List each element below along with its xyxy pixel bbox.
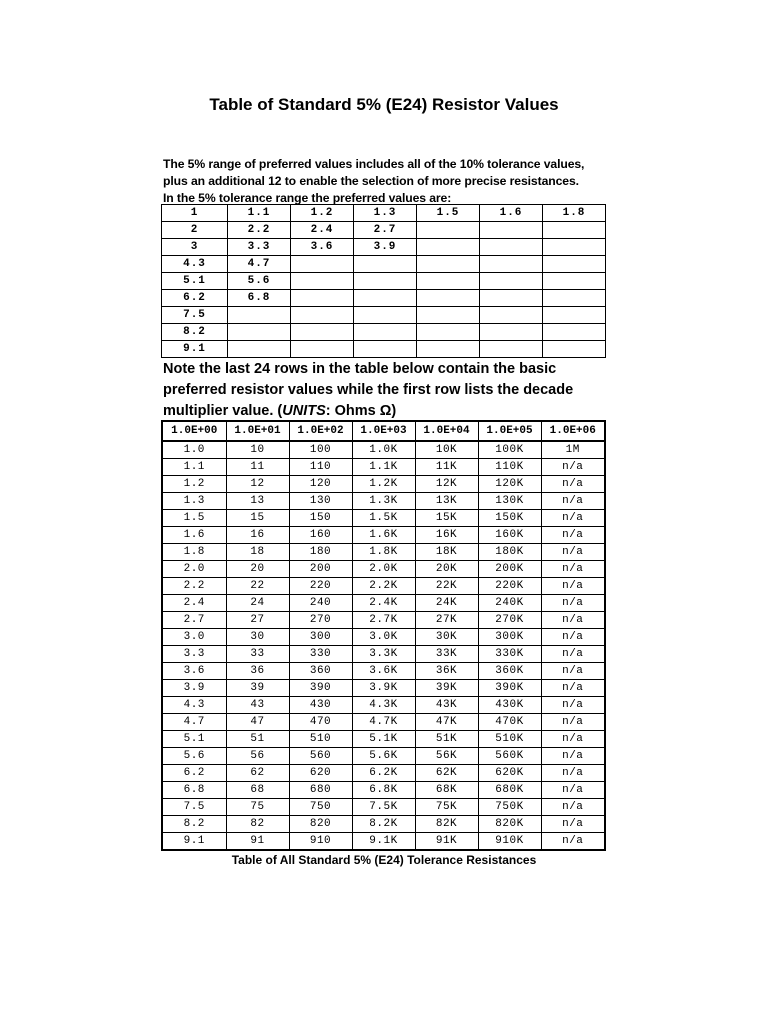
preferred-cell bbox=[543, 256, 606, 273]
table-cell: 1M bbox=[541, 441, 605, 459]
preferred-cell: 2.2 bbox=[228, 222, 291, 239]
table-row bbox=[162, 544, 605, 561]
column-header: 1.0E+05 bbox=[478, 421, 541, 441]
units-label: UNITS bbox=[282, 403, 326, 419]
table-row bbox=[162, 595, 605, 612]
table-cell: 91 bbox=[226, 833, 289, 851]
table-row bbox=[162, 459, 605, 476]
table-row bbox=[162, 612, 605, 629]
preferred-cell: 6.8 bbox=[228, 290, 291, 307]
table-row bbox=[162, 646, 605, 663]
table-cell: 16 bbox=[226, 527, 289, 544]
preferred-cell bbox=[291, 341, 354, 358]
preferred-cell bbox=[291, 324, 354, 341]
table-cell: 560K bbox=[478, 748, 541, 765]
column-header: 1.0E+06 bbox=[541, 421, 605, 441]
preferred-cell: 4.3 bbox=[162, 256, 228, 273]
table-cell: 6.2K bbox=[352, 765, 415, 782]
table-cell: 56 bbox=[226, 748, 289, 765]
table-cell: n/a bbox=[541, 714, 605, 731]
table-cell: 13K bbox=[415, 493, 478, 510]
table-cell: n/a bbox=[541, 595, 605, 612]
preferred-cell bbox=[417, 307, 480, 324]
note-line: preferred resistor values while the first row lists the decade bbox=[163, 382, 574, 398]
table-cell: 470 bbox=[289, 714, 352, 731]
table-cell: 30 bbox=[226, 629, 289, 646]
preferred-cell bbox=[480, 273, 543, 290]
table-cell: n/a bbox=[541, 799, 605, 816]
table-cell: 120 bbox=[289, 476, 352, 493]
table-cell: 30K bbox=[415, 629, 478, 646]
table-cell: 240K bbox=[478, 595, 541, 612]
table-row bbox=[162, 441, 605, 459]
preferred-row bbox=[162, 324, 606, 341]
table-cell: 680K bbox=[478, 782, 541, 799]
preferred-cell: 3 bbox=[162, 239, 228, 256]
table-cell: 3.9 bbox=[162, 680, 226, 697]
table-cell: n/a bbox=[541, 476, 605, 493]
table-row bbox=[162, 493, 605, 510]
preferred-cell: 3.9 bbox=[354, 239, 417, 256]
preferred-row bbox=[162, 290, 606, 307]
table-cell: 10 bbox=[226, 441, 289, 459]
table-cell: 6.8 bbox=[162, 782, 226, 799]
preferred-cell: 2.4 bbox=[291, 222, 354, 239]
table-cell: 160K bbox=[478, 527, 541, 544]
table-cell: 4.7K bbox=[352, 714, 415, 731]
table-cell: 7.5K bbox=[352, 799, 415, 816]
preferred-cell bbox=[543, 273, 606, 290]
preferred-cell bbox=[291, 290, 354, 307]
preferred-cell: 1.2 bbox=[291, 205, 354, 222]
table-cell: 51 bbox=[226, 731, 289, 748]
preferred-cell bbox=[228, 307, 291, 324]
table-row bbox=[162, 765, 605, 782]
table-cell: 100 bbox=[289, 441, 352, 459]
table-cell: n/a bbox=[541, 680, 605, 697]
preferred-cell bbox=[480, 307, 543, 324]
table-cell: n/a bbox=[541, 731, 605, 748]
table-cell: 6.2 bbox=[162, 765, 226, 782]
table-cell: 5.1K bbox=[352, 731, 415, 748]
table-cell: 1.1K bbox=[352, 459, 415, 476]
preferred-cell bbox=[480, 290, 543, 307]
table-cell: 3.6K bbox=[352, 663, 415, 680]
preferred-cell: 8.2 bbox=[162, 324, 228, 341]
table-cell: 1.0K bbox=[352, 441, 415, 459]
table-cell: 100K bbox=[478, 441, 541, 459]
column-header: 1.0E+03 bbox=[352, 421, 415, 441]
table-cell: n/a bbox=[541, 748, 605, 765]
intro-line: The 5% range of preferred values includes all of the 10% tolerance values, bbox=[163, 157, 585, 171]
preferred-row bbox=[162, 256, 606, 273]
table-cell: 8.2K bbox=[352, 816, 415, 833]
table-cell: 1.0 bbox=[162, 441, 226, 459]
preferred-cell: 5.1 bbox=[162, 273, 228, 290]
table-cell: 1.5K bbox=[352, 510, 415, 527]
preferred-cell bbox=[480, 256, 543, 273]
preferred-cell bbox=[354, 324, 417, 341]
table-cell: 2.2K bbox=[352, 578, 415, 595]
table-cell: n/a bbox=[541, 833, 605, 851]
table-cell: 6.8K bbox=[352, 782, 415, 799]
preferred-row bbox=[162, 205, 606, 222]
preferred-cell bbox=[543, 307, 606, 324]
table-cell: 24K bbox=[415, 595, 478, 612]
preferred-cell bbox=[354, 341, 417, 358]
preferred-cell bbox=[354, 307, 417, 324]
table-cell: 15K bbox=[415, 510, 478, 527]
preferred-row bbox=[162, 222, 606, 239]
preferred-cell bbox=[417, 290, 480, 307]
preferred-cell: 9.1 bbox=[162, 341, 228, 358]
table-caption: Table of All Standard 5% (E24) Tolerance Resistances bbox=[231, 853, 537, 867]
table-cell: 750K bbox=[478, 799, 541, 816]
intro-paragraph bbox=[163, 156, 613, 207]
preferred-cell: 4.7 bbox=[228, 256, 291, 273]
note-line bbox=[163, 401, 613, 422]
table-cell: 430 bbox=[289, 697, 352, 714]
table-cell: 7.5 bbox=[162, 799, 226, 816]
resistance-table bbox=[161, 420, 606, 851]
preferred-cell bbox=[417, 273, 480, 290]
table-cell: 2.0K bbox=[352, 561, 415, 578]
table-cell: 39 bbox=[226, 680, 289, 697]
preferred-cell: 1.5 bbox=[417, 205, 480, 222]
table-cell: 20K bbox=[415, 561, 478, 578]
table-cell: 3.6 bbox=[162, 663, 226, 680]
preferred-cell: 6.2 bbox=[162, 290, 228, 307]
table-cell: 180 bbox=[289, 544, 352, 561]
preferred-cell: 2 bbox=[162, 222, 228, 239]
table-row bbox=[162, 697, 605, 714]
table-cell: 8.2 bbox=[162, 816, 226, 833]
table-cell: 390K bbox=[478, 680, 541, 697]
table-cell: 43K bbox=[415, 697, 478, 714]
table-row bbox=[162, 714, 605, 731]
table-cell: 510K bbox=[478, 731, 541, 748]
table-cell: 5.6K bbox=[352, 748, 415, 765]
table-cell: 82 bbox=[226, 816, 289, 833]
table-cell: 200K bbox=[478, 561, 541, 578]
preferred-cell: 1.6 bbox=[480, 205, 543, 222]
table-cell: n/a bbox=[541, 765, 605, 782]
column-header: 1.0E+02 bbox=[289, 421, 352, 441]
table-cell: 360 bbox=[289, 663, 352, 680]
table-row bbox=[162, 816, 605, 833]
table-cell: 9.1K bbox=[352, 833, 415, 851]
table-cell: 12K bbox=[415, 476, 478, 493]
column-header: 1.0E+04 bbox=[415, 421, 478, 441]
preferred-cell bbox=[354, 256, 417, 273]
table-cell: 300 bbox=[289, 629, 352, 646]
table-cell: 1.8K bbox=[352, 544, 415, 561]
table-cell: 11K bbox=[415, 459, 478, 476]
table-cell: n/a bbox=[541, 663, 605, 680]
table-cell: n/a bbox=[541, 493, 605, 510]
table-cell: 2.0 bbox=[162, 561, 226, 578]
table-cell: 110K bbox=[478, 459, 541, 476]
table-cell: 130K bbox=[478, 493, 541, 510]
preferred-row bbox=[162, 307, 606, 324]
table-cell: 47 bbox=[226, 714, 289, 731]
table-cell: n/a bbox=[541, 527, 605, 544]
table-cell: 220K bbox=[478, 578, 541, 595]
table-cell: 36 bbox=[226, 663, 289, 680]
preferred-cell: 1 bbox=[162, 205, 228, 222]
table-row bbox=[162, 561, 605, 578]
table-cell: 1.5 bbox=[162, 510, 226, 527]
table-cell: 20 bbox=[226, 561, 289, 578]
table-cell: 62 bbox=[226, 765, 289, 782]
table-cell: 18 bbox=[226, 544, 289, 561]
table-cell: 82K bbox=[415, 816, 478, 833]
table-cell: 820K bbox=[478, 816, 541, 833]
table-cell: 3.9K bbox=[352, 680, 415, 697]
table-cell: 68 bbox=[226, 782, 289, 799]
table-cell: 130 bbox=[289, 493, 352, 510]
table-row bbox=[162, 782, 605, 799]
table-cell: 910K bbox=[478, 833, 541, 851]
table-row bbox=[162, 578, 605, 595]
table-cell: n/a bbox=[541, 561, 605, 578]
table-cell: 2.2 bbox=[162, 578, 226, 595]
table-cell: 300K bbox=[478, 629, 541, 646]
table-row bbox=[162, 799, 605, 816]
table-cell: 15 bbox=[226, 510, 289, 527]
table-cell: 13 bbox=[226, 493, 289, 510]
preferred-cell bbox=[291, 307, 354, 324]
table-row bbox=[162, 680, 605, 697]
preferred-cell bbox=[417, 341, 480, 358]
preferred-row bbox=[162, 239, 606, 256]
table-row bbox=[162, 663, 605, 680]
table-cell: 200 bbox=[289, 561, 352, 578]
table-cell: n/a bbox=[541, 782, 605, 799]
table-cell: 3.0K bbox=[352, 629, 415, 646]
table-row bbox=[162, 748, 605, 765]
table-cell: 11 bbox=[226, 459, 289, 476]
table-cell: 560 bbox=[289, 748, 352, 765]
table-cell: 75K bbox=[415, 799, 478, 816]
table-cell: 3.3 bbox=[162, 646, 226, 663]
preferred-cell: 1.8 bbox=[543, 205, 606, 222]
table-cell: 160 bbox=[289, 527, 352, 544]
table-cell: 820 bbox=[289, 816, 352, 833]
preferred-cell bbox=[417, 222, 480, 239]
table-cell: 75 bbox=[226, 799, 289, 816]
preferred-cell bbox=[417, 239, 480, 256]
table-cell: 680 bbox=[289, 782, 352, 799]
note-paragraph bbox=[163, 359, 613, 422]
table-cell: 56K bbox=[415, 748, 478, 765]
table-cell: 5.1 bbox=[162, 731, 226, 748]
table-cell: 10K bbox=[415, 441, 478, 459]
preferred-cell bbox=[543, 222, 606, 239]
table-cell: 1.6K bbox=[352, 527, 415, 544]
note-line: Note the last 24 rows in the table below contain the basic bbox=[163, 361, 557, 377]
table-cell: n/a bbox=[541, 646, 605, 663]
preferred-cell bbox=[543, 341, 606, 358]
table-cell: n/a bbox=[541, 510, 605, 527]
preferred-values-body bbox=[162, 205, 606, 358]
table-cell: 91K bbox=[415, 833, 478, 851]
preferred-cell: 7.5 bbox=[162, 307, 228, 324]
preferred-cell bbox=[291, 256, 354, 273]
resistance-table-body bbox=[162, 441, 605, 850]
preferred-cell: 2.7 bbox=[354, 222, 417, 239]
note-line3-prefix: multiplier value. ( bbox=[163, 403, 283, 419]
preferred-cell bbox=[417, 256, 480, 273]
table-cell: 18K bbox=[415, 544, 478, 561]
table-cell: 2.4K bbox=[352, 595, 415, 612]
preferred-cell bbox=[480, 239, 543, 256]
table-cell: 9.1 bbox=[162, 833, 226, 851]
preferred-row bbox=[162, 273, 606, 290]
table-cell: 1.3K bbox=[352, 493, 415, 510]
preferred-cell bbox=[354, 273, 417, 290]
table-cell: n/a bbox=[541, 578, 605, 595]
preferred-cell bbox=[291, 273, 354, 290]
preferred-cell bbox=[228, 324, 291, 341]
table-cell: 750 bbox=[289, 799, 352, 816]
table-cell: 470K bbox=[478, 714, 541, 731]
table-cell: 33 bbox=[226, 646, 289, 663]
page-title: Table of Standard 5% (E24) Resistor Values bbox=[209, 95, 559, 114]
preferred-cell: 1.1 bbox=[228, 205, 291, 222]
table-cell: 330 bbox=[289, 646, 352, 663]
table-cell: 27 bbox=[226, 612, 289, 629]
table-cell: n/a bbox=[541, 459, 605, 476]
table-cell: 3.3K bbox=[352, 646, 415, 663]
table-cell: 110 bbox=[289, 459, 352, 476]
preferred-cell bbox=[354, 290, 417, 307]
preferred-cell bbox=[480, 324, 543, 341]
preferred-cell bbox=[543, 324, 606, 341]
table-cell: 16K bbox=[415, 527, 478, 544]
column-header: 1.0E+00 bbox=[162, 421, 226, 441]
table-cell: 910 bbox=[289, 833, 352, 851]
table-row bbox=[162, 731, 605, 748]
table-cell: 2.7 bbox=[162, 612, 226, 629]
table-cell: 120K bbox=[478, 476, 541, 493]
table-cell: 360K bbox=[478, 663, 541, 680]
preferred-row bbox=[162, 341, 606, 358]
table-cell: 36K bbox=[415, 663, 478, 680]
table-row bbox=[162, 476, 605, 493]
intro-line: plus an additional 12 to enable the selection of more precise resistances. bbox=[163, 174, 579, 188]
preferred-cell bbox=[228, 341, 291, 358]
preferred-values-table bbox=[161, 204, 606, 358]
table-cell: 270 bbox=[289, 612, 352, 629]
table-cell: 330K bbox=[478, 646, 541, 663]
preferred-cell: 3.3 bbox=[228, 239, 291, 256]
table-cell: 180K bbox=[478, 544, 541, 561]
table-cell: 27K bbox=[415, 612, 478, 629]
intro-line: In the 5% tolerance range the preferred values are: bbox=[163, 191, 452, 205]
table-cell: 1.8 bbox=[162, 544, 226, 561]
table-cell: 240 bbox=[289, 595, 352, 612]
table-cell: 620 bbox=[289, 765, 352, 782]
preferred-cell: 1.3 bbox=[354, 205, 417, 222]
table-cell: 2.7K bbox=[352, 612, 415, 629]
table-cell: n/a bbox=[541, 629, 605, 646]
table-cell: 4.3 bbox=[162, 697, 226, 714]
table-row bbox=[162, 527, 605, 544]
table-cell: 4.7 bbox=[162, 714, 226, 731]
table-cell: 47K bbox=[415, 714, 478, 731]
table-cell: 22K bbox=[415, 578, 478, 595]
header-row bbox=[162, 421, 605, 441]
table-cell: n/a bbox=[541, 544, 605, 561]
table-row bbox=[162, 510, 605, 527]
table-cell: 22 bbox=[226, 578, 289, 595]
table-cell: 12 bbox=[226, 476, 289, 493]
preferred-cell: 5.6 bbox=[228, 273, 291, 290]
table-cell: 390 bbox=[289, 680, 352, 697]
table-cell: 39K bbox=[415, 680, 478, 697]
table-cell: 430K bbox=[478, 697, 541, 714]
preferred-cell bbox=[417, 324, 480, 341]
table-cell: n/a bbox=[541, 697, 605, 714]
preferred-cell bbox=[480, 341, 543, 358]
table-cell: 62K bbox=[415, 765, 478, 782]
table-cell: 51K bbox=[415, 731, 478, 748]
table-cell: 5.6 bbox=[162, 748, 226, 765]
table-row bbox=[162, 629, 605, 646]
table-cell: 510 bbox=[289, 731, 352, 748]
table-cell: 1.2 bbox=[162, 476, 226, 493]
table-cell: 33K bbox=[415, 646, 478, 663]
table-cell: 1.1 bbox=[162, 459, 226, 476]
column-header: 1.0E+01 bbox=[226, 421, 289, 441]
table-cell: 2.4 bbox=[162, 595, 226, 612]
table-cell: 1.6 bbox=[162, 527, 226, 544]
units-value: : Ohms Ω) bbox=[325, 403, 397, 419]
table-cell: 4.3K bbox=[352, 697, 415, 714]
preferred-cell bbox=[480, 222, 543, 239]
preferred-cell: 3.6 bbox=[291, 239, 354, 256]
table-cell: 1.2K bbox=[352, 476, 415, 493]
table-cell: n/a bbox=[541, 612, 605, 629]
table-cell: 3.0 bbox=[162, 629, 226, 646]
table-cell: 150K bbox=[478, 510, 541, 527]
table-cell: 270K bbox=[478, 612, 541, 629]
table-cell: 150 bbox=[289, 510, 352, 527]
table-cell: 68K bbox=[415, 782, 478, 799]
table-row bbox=[162, 833, 605, 851]
preferred-cell bbox=[543, 290, 606, 307]
table-cell: 620K bbox=[478, 765, 541, 782]
table-cell: 1.3 bbox=[162, 493, 226, 510]
table-cell: n/a bbox=[541, 816, 605, 833]
table-cell: 220 bbox=[289, 578, 352, 595]
preferred-cell bbox=[543, 239, 606, 256]
table-cell: 24 bbox=[226, 595, 289, 612]
table-cell: 43 bbox=[226, 697, 289, 714]
